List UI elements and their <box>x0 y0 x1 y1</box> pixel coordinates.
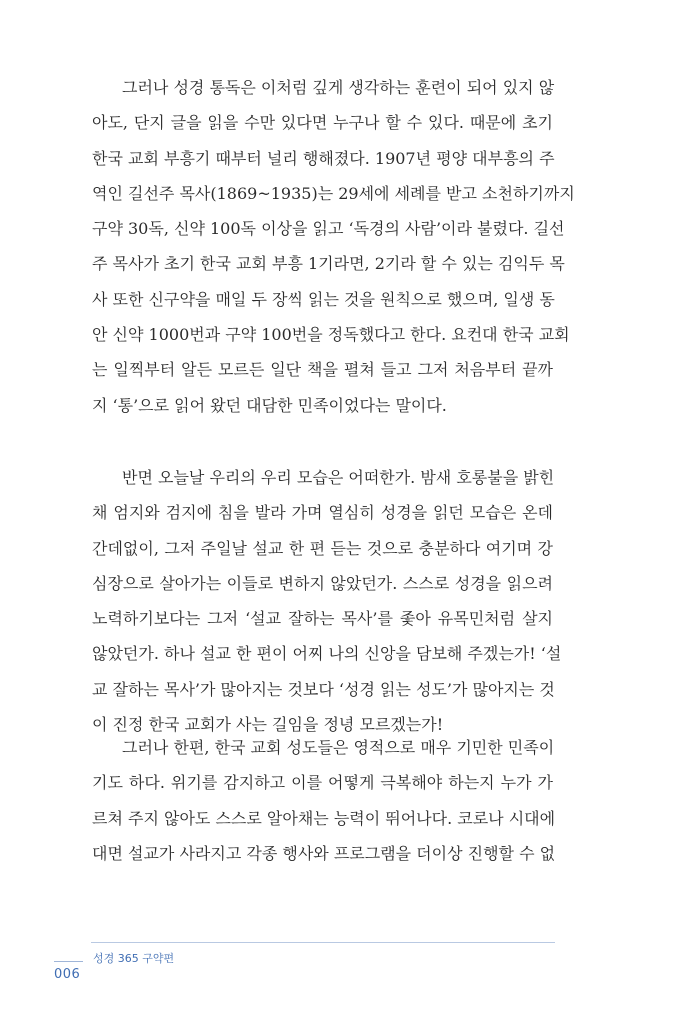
text-line: 기도 하다. 위기를 감지하고 이를 어떻게 극복해야 하는지 누가 가 <box>92 773 553 793</box>
text-line: 안 신약 1000번과 구약 100번을 정독했다고 한다. 요컨대 한국 교회 <box>92 325 570 345</box>
text-line: 대면 설교가 사라지고 각종 행사와 프로그램을 더이상 진행할 수 없 <box>92 843 556 863</box>
page-number-rule <box>54 961 83 962</box>
text-line: 는 일찍부터 알든 모르든 일단 책을 펼쳐 들고 그저 처음부터 끝까 <box>92 360 553 380</box>
text-line: 역인 길선주 목사(1869~1935)는 29세에 세례를 받고 소천하기까지 <box>92 183 575 203</box>
text-line: 교 잘하는 목사’가 많아지는 것보다 ‘성경 읽는 성도’가 많아지는 것 <box>92 679 555 699</box>
text-line: 반면 오늘날 우리의 우리 모습은 어떠한가. 밤새 호롱불을 밝힌 <box>122 468 555 487</box>
text-line: 한국 교회 부흥기 때부터 널리 행해졌다. 1907년 평양 대부흥의 주 <box>92 148 555 168</box>
text-line: 않았던가. 하나 설교 한 편이 어찌 나의 신앙을 담보해 주겠는가! ‘설 <box>92 644 562 664</box>
paragraph-3 <box>92 730 556 871</box>
text-line: 그러나 성경 통독은 이처럼 깊게 생각하는 훈련이 되어 있지 않 <box>122 78 555 97</box>
text-line: 심장으로 살아가는 이들로 변하지 않았던가. 스스로 성경을 읽으려 <box>92 573 553 593</box>
text-line: 사 또한 신구약을 매일 두 장씩 읽는 것을 원칙으로 했으며, 일생 동 <box>92 289 555 309</box>
footer-divider <box>91 942 555 943</box>
text-line: 구약 30독, 신약 100독 이상을 읽고 ‘독경의 사람’이라 불렸다. 길선 <box>92 219 565 239</box>
text-line: 이 진정 한국 교회가 사는 길임을 정녕 모르겠는가! <box>92 715 444 735</box>
text-line: 채 엄지와 검지에 침을 발라 가며 열심히 성경을 읽던 모습은 온데 <box>92 503 553 523</box>
text-line: 르쳐 주지 않아도 스스로 알아채는 능력이 뛰어나다. 코로나 시대에 <box>92 808 556 828</box>
text-line: 아도, 단지 글을 읽을 수만 있다면 누구나 할 수 있다. 때문에 초기 <box>92 113 553 133</box>
text-line: 노력하기보다는 그저 ‘설교 잘하는 목사’를 좇아 유목민처럼 살지 <box>92 609 553 629</box>
text-line: 그러나 한편, 한국 교회 성도들은 영적으로 매우 기민한 민족이 <box>122 738 555 757</box>
page-number: 006 <box>54 967 81 982</box>
text-line: 간데없이, 그저 주일날 설교 한 편 듣는 것으로 충분하다 여기며 강 <box>92 538 553 558</box>
paragraph-2 <box>92 460 562 742</box>
text-line: 지 ‘통’으로 읽어 왔던 대담한 민족이었다는 말이다. <box>92 395 447 415</box>
running-footer-book-title: 성경 365 구약편 <box>93 952 175 965</box>
text-line: 주 목사가 초기 한국 교회 부흥 1기라면, 2기라 할 수 있는 김익두 목 <box>92 254 565 274</box>
paragraph-1 <box>92 70 575 423</box>
